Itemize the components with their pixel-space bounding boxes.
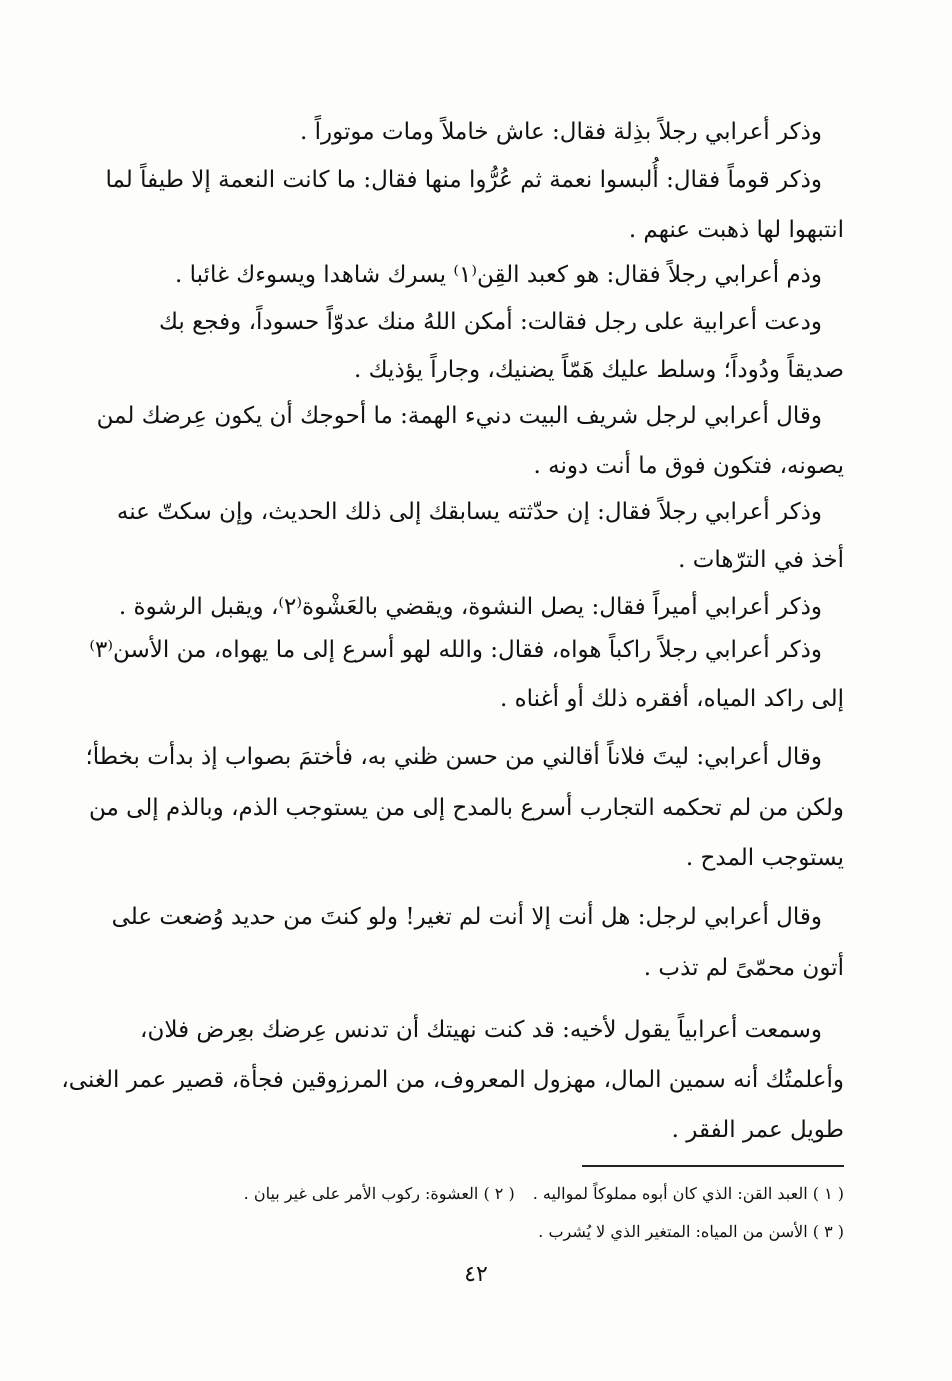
paragraph-4-line-1: ودعت أعرابية على رجل فقالت: أمكن اللهُ منك عدوّاً حسوداً، وفجع بك — [158, 309, 822, 335]
paragraph-10-line-2: أتون محمّىً لم تذب . — [643, 955, 844, 981]
paragraph-11-line-1: وسمعت أعرابياً يقول لأخيه: قد كنت نهيتك أن تدنس عِرضك بعِرض فلان، — [140, 1017, 822, 1043]
footnote-row-2 — [95, 1218, 844, 1246]
footnote-2: ( ٢ ) العشوة: ركوب الأمر على غير بيان . — [243, 1184, 515, 1203]
paragraph-10-line-1: وقال أعرابي لرجل: هل أنت إلا أنت لم تغير! ولو كنتَ من حديد وُضعت على — [111, 904, 822, 930]
page-number: ٤٢ — [464, 1262, 488, 1287]
footnote-separator — [582, 1165, 844, 1167]
paragraph-11-line-2: وأعلمتُك أنه سمين المال، مهزول المعروف، من المرزوقين فجأة، قصير عمر الغنى، — [61, 1067, 844, 1093]
paragraph-9-line-2: ولكن من لم تحكمه التجارب أسرع بالمدح إلى من يستوجب الذم، وبالذم إلى من — [88, 795, 844, 821]
paragraph-7-line-1: وذكر أعرابي أميراً فقال: يصل النشوة، ويقضي بالعَشْوة⁽٢⁾، ويقبل الرشوة . — [118, 594, 822, 620]
paragraph-6-line-2: أخذ في الترّهات . — [678, 547, 844, 573]
paragraph-2-line-1: وذكر قوماً فقال: أُلبسوا نعمة ثم عُرُّوا منها فقال: ما كانت النعمة إلا طيفاً لما — [105, 167, 822, 193]
paragraph-2-line-2: انتبهوا لها ذهبت عنهم . — [628, 217, 844, 243]
footnote-row-1 — [95, 1180, 844, 1208]
paragraph-5-line-2: يصونه، فتكون فوق ما أنت دونه . — [533, 453, 844, 479]
paragraph-8-line-1: وذكر أعرابي رجلاً راكباً هواه، فقال: والله لهو أسرع إلى ما يهواه، من الأسن⁽٣⁾ — [89, 637, 822, 663]
paragraph-9-line-3: يستوجب المدح . — [685, 845, 844, 871]
paragraph-11-line-3: طويل عمر الفقر . — [671, 1117, 844, 1143]
paragraph-6-line-1: وذكر أعرابي رجلاً فقال: إن حدّثته يسابقك إلى ذلك الحديث، وإن سكتّ عنه — [116, 499, 822, 525]
footnote-1: ( ١ ) العبد القن: الذي كان أبوه مملوكاً لمواليه . — [532, 1184, 844, 1203]
paragraph-4-line-2: صديقاً ودُوداً؛ وسلط عليك هَمّاً يضنيك، وجاراً يؤذيك . — [354, 357, 844, 383]
paragraph-5-line-1: وقال أعرابي لرجل شريف البيت دنيء الهمة: ما أحوجك أن يكون عِرضك لمن — [96, 403, 822, 429]
paragraph-3-line-1: وذم أعرابي رجلاً فقال: هو كعبد القِن⁽١⁾ يسرك شاهدا ويسوءك غائبا . — [174, 262, 822, 288]
paragraph-1-line-1: وذكر أعرابي رجلاً بذِلة فقال: عاش خاملاً ومات موتوراً . — [300, 119, 822, 145]
footnote-3: ( ٣ ) الأسن من المياه: المتغير الذي لا يُشرب . — [538, 1222, 844, 1241]
paragraph-9-line-1: وقال أعرابي: ليتَ فلاناً أقالني من حسن ظني به، فأختمَ بصواب إذ بدأت بخطأ؛ — [85, 744, 822, 770]
paragraph-8-line-2: إلى راكد المياه، أفقره ذلك أو أغناه . — [499, 686, 844, 712]
